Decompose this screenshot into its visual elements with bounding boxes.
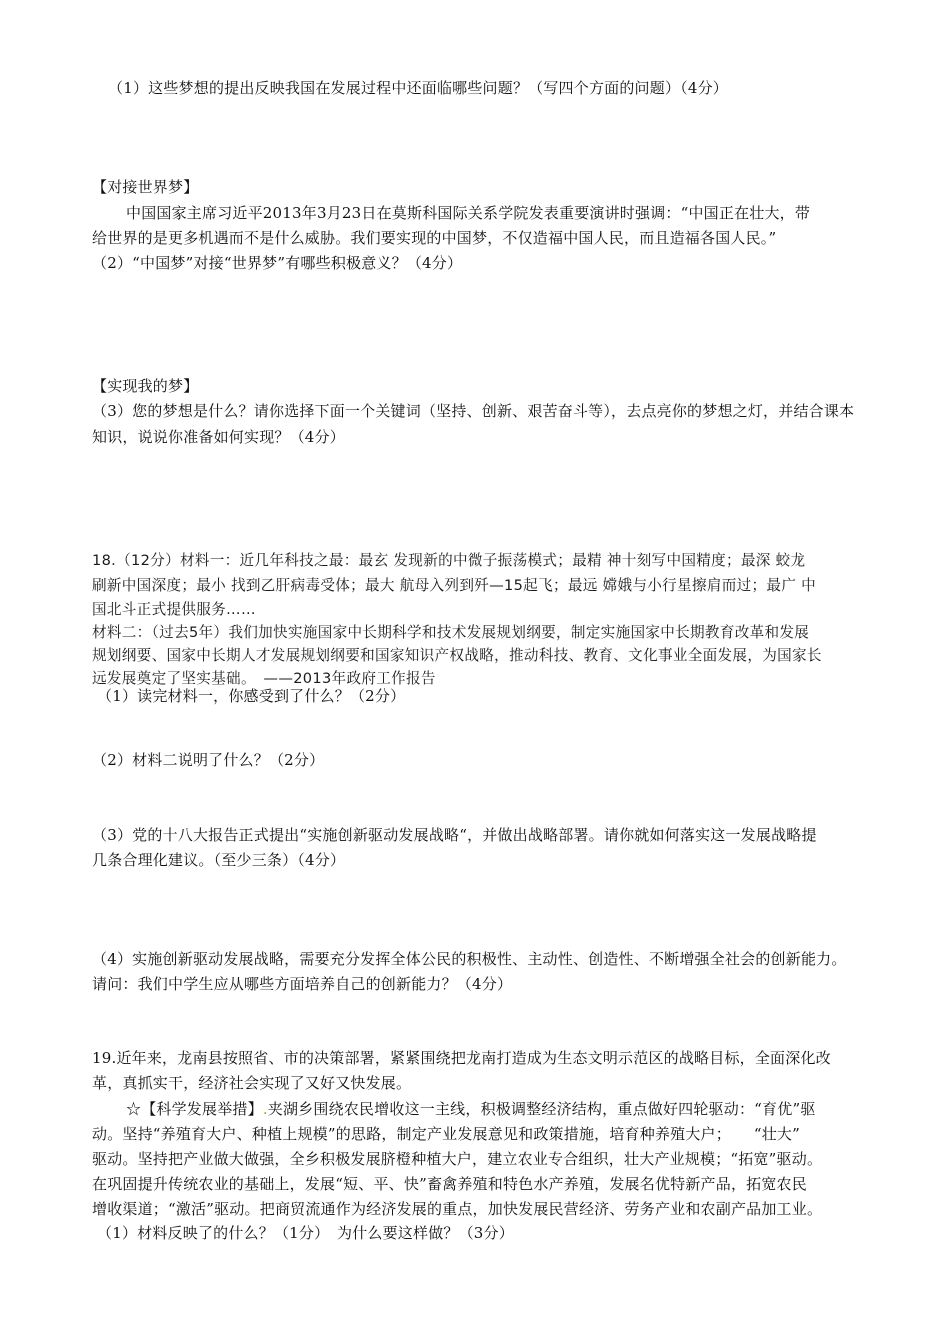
q18-material-1-line-3: 国北斗正式提供服务…… bbox=[92, 601, 256, 618]
question-3-line-1: （3）您的梦想是什么？请你选择下面一个关键词（坚持、创新、艰苦奋斗等），去点亮你的梦想之灯，并结合课本 bbox=[92, 402, 855, 420]
q19-part-1: （1）材料反映了的什么？（1分） 为什么要这样做？（3分） bbox=[97, 1224, 514, 1242]
material-world-dream-line-1: 中国国家主席习近平2013年3月23日在莫斯科国际关系学院发表重要演讲时强调：“中国正在壮大，带 bbox=[126, 204, 811, 222]
q19-section-heading: ☆【科学发展举措】 bbox=[126, 1100, 263, 1118]
section-heading-world-dream: 【对接世界梦】 bbox=[92, 178, 199, 196]
q19-material-line-4: 在巩固提升传统农业的基础上，发展“短、平、快”畜禽养殖和特色水产养殖，发展名优特新产品，拓宽农民 bbox=[92, 1175, 807, 1193]
q18-material-1-line-2: 刷新中国深度；最小 找到乙肝病毒受体；最大 航母入列到歼—15起飞；最远 嫦娥与小行星擦肩而过；最广 中 bbox=[92, 577, 817, 594]
q18-material-2-line-3: 远发展奠定了坚实基础。 ——2013年政府工作报告 bbox=[92, 670, 436, 687]
material-world-dream-line-2: 给世界的是更多机遇而不是什么威胁。我们要实现的中国梦，不仅造福中国人民，而且造福各国人民。” bbox=[92, 229, 777, 247]
q18-part-3-line-1: （3）党的十八大报告正式提出“实施创新驱动发展战略“，并做出战略部署。请你就如何落实这一发展战略提 bbox=[92, 826, 817, 844]
q19-intro-line-1: 19.近年来，龙南县按照省、市的决策部署，紧紧围绕把龙南打造成为生态文明示范区的战略目标，全面深化改 bbox=[92, 1049, 831, 1067]
question-1-text: （1）这些梦想的提出反映我国在发展过程中还面临哪些问题？（写四个方面的问题）（4分） bbox=[108, 79, 728, 97]
question-2-text: （2）“中国梦”对接“世界梦”有哪些积极意义？（4分） bbox=[92, 254, 463, 272]
q18-part-3-line-2: 几条合理化建议。（至少三条）（4分） bbox=[92, 851, 346, 869]
section-heading-my-dream: 【实现我的梦】 bbox=[92, 377, 199, 395]
q19-material-line-1 bbox=[126, 1099, 816, 1119]
q18-part-4-line-1: （4）实施创新驱动发展战略，需要充分发挥全体公民的积极性、主动性、创造性、不断增强全社会的创新能力。 bbox=[92, 950, 847, 968]
question-3-line-2: 知识，说说你准备如何实现？（4分） bbox=[92, 428, 345, 446]
q18-part-1: （1）读完材料一，你感受到了什么？（2分） bbox=[97, 687, 406, 705]
q18-material-2-line-1: 材料二：（过去5年）我们加快实施国家中长期科学和技术发展规划纲要，制定实施国家中长期教育改革和发展 bbox=[92, 624, 810, 641]
yellow-dot-mark: . bbox=[262, 1100, 268, 1118]
q18-material-2-line-2: 规划纲要、国家中长期人才发展规划纲要和国家知识产权战略，推动科技、教育、文化事业全面发展，为国家长 bbox=[92, 647, 822, 664]
q18-part-4-line-2: 请问：我们中学生应从哪些方面培养自己的创新能力？（4分） bbox=[92, 975, 513, 993]
q19-material-text: 夹湖乡围绕农民增收这一主线，积极调整经济结构，重点做好四轮驱动：“育优”驱 bbox=[267, 1100, 816, 1118]
q18-part-2: （2）材料二说明了什么？（2分） bbox=[92, 751, 325, 769]
q19-intro-line-2: 革，真抓实干，经济社会实现了又好又快发展。 bbox=[92, 1074, 412, 1092]
q18-material-1-line-1: 18.（12分）材料一：近几年科技之最：最玄 发现新的中微子振荡模式；最精 神十刻写中国精度；最深 蛟龙 bbox=[92, 552, 806, 569]
q19-material-line-3: 驱动。坚持把产业做大做强，全乡积极发展脐橙种植大户，建立农业专合组织，壮大产业规模；“拓宽”驱动。 bbox=[92, 1150, 823, 1168]
q19-material-line-2: 动。坚持“养殖育大户、种植上规模”的思路，制定产业发展意见和政策措施，培育种养殖大户； “壮大” bbox=[92, 1125, 800, 1143]
q19-material-line-5: 增收渠道；“激活”驱动。把商贸流通作为经济发展的重点，加快发展民营经济、劳务产业和农副产品加工业。 bbox=[92, 1200, 823, 1218]
